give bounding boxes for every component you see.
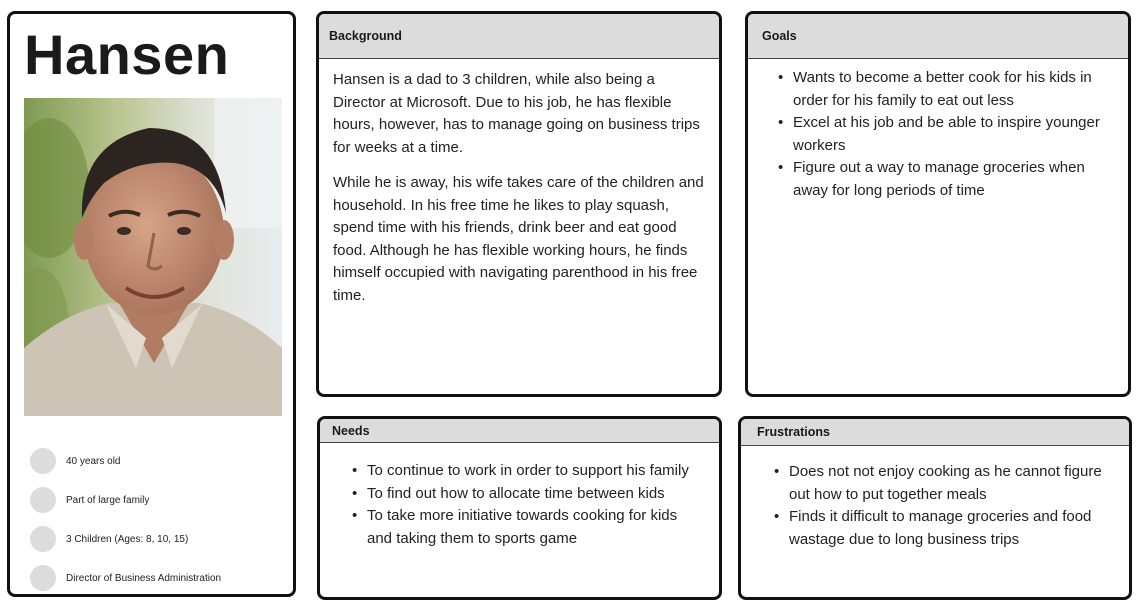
background-paragraph: While he is away, his wife takes care of the children and household. In his free time he likes to play squash, spend time with his friends, drink beer and eat good food. Although he has flexible working hours, he finds himself occupied with navigating parenthood in his free time. — [333, 174, 704, 304]
list-item: • Figure out a way to manage groceries when away for long periods of time — [778, 157, 1114, 202]
card-body — [748, 59, 1128, 202]
list-item: • Finds it difficult to manage groceries and food wastage due to long business trips — [774, 506, 1115, 551]
background-paragraph: Hansen is a dad to 3 children, while also being a Director at Microsoft. Due to his job, he has flexible hours, however, has to manage going on business trips for weeks at a time. — [333, 71, 700, 156]
fact-age — [30, 448, 221, 474]
list-item: • Does not not enjoy cooking as he cannot figure out how to put together meals — [774, 461, 1115, 506]
persona-facts — [30, 448, 221, 597]
persona-photo — [24, 98, 282, 416]
list-item: • To take more initiative towards cooking for kids and taking them to sports game — [352, 505, 705, 550]
frustrations-list — [774, 461, 1115, 551]
card-heading: Frustrations — [741, 419, 1129, 446]
persona-name: Hansen — [24, 23, 230, 86]
fact-bullet-circle — [30, 526, 56, 552]
fact-job — [30, 565, 221, 591]
fact-bullet-circle — [30, 565, 56, 591]
fact-family — [30, 487, 221, 513]
background-card — [316, 11, 722, 397]
fact-text: 3 Children (Ages: 8, 10, 15) — [66, 533, 189, 545]
frustrations-card — [738, 416, 1132, 600]
card-body — [320, 443, 719, 550]
list-item: • Excel at his job and be able to inspire younger workers — [778, 112, 1114, 157]
list-item: • To continue to work in order to support his family — [352, 460, 705, 483]
list-item: • To find out how to allocate time between kids — [352, 483, 705, 506]
fact-bullet-circle — [30, 487, 56, 513]
card-heading: Needs — [320, 419, 719, 443]
fact-text: Part of large family — [66, 494, 150, 506]
fact-bullet-circle — [30, 448, 56, 474]
card-heading: Background — [319, 14, 719, 59]
fact-children — [30, 526, 221, 552]
needs-card — [317, 416, 722, 600]
goals-list — [778, 67, 1114, 202]
profile-card — [7, 11, 296, 597]
list-item: • Wants to become a better cook for his kids in order for his family to eat out less — [778, 67, 1114, 112]
card-heading: Goals — [748, 14, 1128, 59]
card-body — [741, 446, 1129, 551]
card-body — [319, 59, 719, 307]
fact-text: 40 years old — [66, 455, 121, 467]
needs-list — [352, 460, 705, 550]
fact-text: Director of Business Administration — [66, 572, 222, 584]
goals-card — [745, 11, 1131, 397]
